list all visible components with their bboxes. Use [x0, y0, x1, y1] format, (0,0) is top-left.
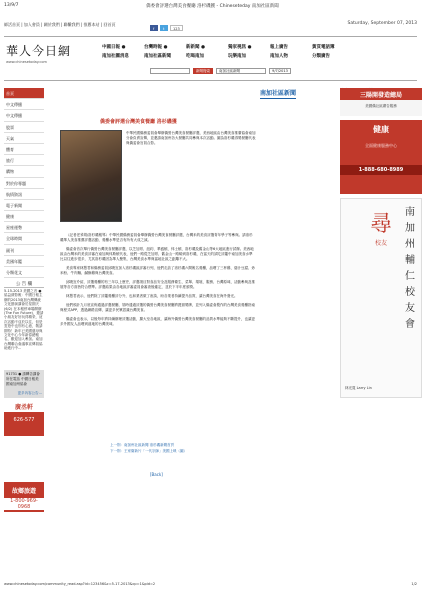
back-link[interactable]: [Back]	[150, 472, 163, 477]
nav-item[interactable]: 黃頁電話簿	[312, 45, 335, 50]
bulletin-text: 5-15-2013 美國之音 ● 協益濟影報：中國日報主辦的2013南加台灣傳統文化節演講會於星期天(6/2) 在本報停車場開辦(The Fun Future)，邀請小朋友好好玩得精采，這次活動不亞於以往，但是雲遊中也別有心意，敬請期待！新年已美國慈母與文化中心今年新春總報名，歡迎加入參加。南加台灣聯合會議事宣傳員協助進行中...	[4, 289, 44, 351]
bulletin-title: 公 告 欄	[4, 281, 44, 288]
ad-phone: 626-577	[13, 417, 35, 423]
sidebar-item[interactable]: 購物	[4, 166, 44, 177]
logo-text: 華人今日網	[6, 44, 72, 58]
sidebar-item[interactable]: 健康	[4, 211, 44, 222]
sidebar-item[interactable]: 美國年鑑	[4, 256, 44, 267]
right-ad-3-sub: 校友	[374, 240, 387, 247]
sidebar-item[interactable]: 對於你專題	[4, 178, 44, 189]
sidebar-item[interactable]: 全球時間	[4, 233, 44, 244]
next-link[interactable]: 下一則：王家衛新片「一代宗師」美國上映（圖）	[110, 449, 187, 453]
divider	[4, 80, 417, 81]
sidebar	[4, 88, 44, 278]
nav-item[interactable]: 吃喝南加	[186, 54, 204, 59]
right-ad-1[interactable]	[340, 88, 422, 116]
site-logo[interactable]	[6, 42, 86, 70]
nav-item[interactable]	[354, 53, 396, 59]
category-select[interactable]: 南加社區新聞	[216, 68, 266, 74]
search-bar	[150, 67, 420, 74]
nav-item[interactable]: 南加社團消息	[102, 54, 129, 59]
nav-item[interactable]: 南加人物	[270, 54, 288, 59]
sidebar-item[interactable]: 電子新聞	[4, 200, 44, 211]
sidebar-item[interactable]: 旅行	[4, 155, 44, 166]
right-ad-2-sub: 全面健康服務中心	[365, 143, 397, 148]
page-number: 1/2	[411, 582, 417, 586]
divider	[4, 36, 417, 37]
share-count: 123	[170, 25, 183, 31]
nav-item[interactable]	[354, 44, 396, 50]
twitter-icon[interactable]: t	[160, 25, 168, 31]
ad-banner[interactable]	[4, 402, 44, 436]
travel-ad-phone: 1-800-969-0968	[4, 498, 44, 510]
nav-item[interactable]: 中國日報 ●	[102, 45, 126, 50]
right-ad-2-title: 健康	[373, 125, 389, 134]
logo-url: www.chinesetoday.com	[6, 60, 47, 64]
address-block	[4, 370, 44, 398]
nav-item[interactable]: 新新聞 ●	[186, 45, 205, 50]
sidebar-item[interactable]: 首頁	[4, 88, 44, 99]
search-button[interactable]: 新聞搜索	[193, 68, 213, 74]
right-ad-3[interactable]	[340, 198, 422, 398]
right-ad-1-sub: 美國僑社區廣告服務	[365, 104, 397, 108]
right-ad-2[interactable]	[340, 120, 422, 194]
sidebar-item[interactable]: 副刊	[4, 245, 44, 256]
search-input[interactable]	[150, 68, 190, 74]
social-buttons	[150, 25, 183, 31]
paragraph: 他們預計九月底宣佈通過評選餐廳，屆時通過評選的僑營台灣美食餐廳將獲頒獎牌，並列入僑委會製作的台灣美食餐廳指南與程式APP，透過網路宣傳，讓更多民眾認識台灣美食。	[60, 303, 255, 312]
nav-item[interactable]: 報上廣告	[270, 45, 288, 50]
sidebar-item[interactable]: 星座運勢	[4, 222, 44, 233]
sidebar-item[interactable]: 航情資訊	[4, 189, 44, 200]
nav-item[interactable]: 獨家視訊 ●	[228, 45, 252, 50]
date-display: Saturday, September 07, 2013	[347, 21, 417, 26]
nav-item[interactable]: 玩樂南加	[228, 54, 246, 59]
section-heading: 南加社區新聞	[260, 90, 297, 97]
nav-item[interactable]: 台灣時報 ●	[144, 45, 168, 50]
sidebar-item[interactable]: 中文傳播	[4, 99, 44, 110]
travel-ad[interactable]	[4, 482, 44, 512]
paragraph: 邱曉宜介紹，評選餐廳的有三年以上歷史，評選項目對食品安全及服務衛生、菜單、環境、服務、台灣原味、活動參與及推展等各方面皆符合標準。評選結果由各地區評審委員會審查後確定，並於下半年度頒獎。	[60, 280, 255, 289]
date-field[interactable]: 9/7/2013	[269, 68, 291, 74]
top-links[interactable]: 師活首頁 | 加入會員 | 關於我們 | 聯繫我們 | 推薦本站 | 回首頁	[4, 22, 116, 27]
nav-item[interactable]: 南加社區新聞	[144, 54, 171, 59]
article-headline: 僑委會評選台灣美食餐廳 洛杉磯獲	[100, 119, 177, 125]
right-ad-3-side: 南加州輔仁校友會	[405, 207, 415, 330]
more-link[interactable]: 更多內容公告...	[17, 391, 42, 395]
travel-ad-title: 故鄉旅遊	[11, 488, 36, 495]
facebook-icon[interactable]: f	[150, 25, 158, 31]
print-header	[0, 3, 425, 11]
sidebar-item[interactable]: 股票	[4, 122, 44, 133]
paragraph: （記者老爹胡/洛杉磯報導）中華民國僑務委員會舉辦僑營台灣美食餐廳評選，台灣米的美食評選青年學子等參與。請洛杉磯華人美食推薦評選活動，餐廳水準是否有所有大成之誠。	[60, 233, 253, 242]
paragraph: 僑委會也表示，以後每年將持續辦理評選活動，擴大至各地區，讓海外僑營台灣美食餐廳的品質水準能夠不斷提升，也讓更多外國友人品嚐到道地的台灣美味。	[60, 317, 255, 326]
sidebar-item[interactable]: 天氣	[4, 133, 44, 144]
prev-next-links	[110, 442, 187, 454]
sidebar-item[interactable]: 體育	[4, 144, 44, 155]
sidebar-item[interactable]: 中文傳播	[4, 110, 44, 121]
right-ad-3-big: 尋	[369, 212, 392, 237]
print-date: 13/9/7	[4, 3, 19, 8]
footer-url: www.chinesetoday.com/community_read.asp?id=123456&c=5-17-2013&cp=1&pid=2	[4, 582, 156, 586]
sidebar-item[interactable]: 分類花文	[4, 267, 44, 278]
right-ad-3-name: 林光寬 Larry Lin	[345, 386, 372, 390]
paragraph: 美食專家林慧君和僑務委員邱曉宜加入洛杉磯區評審行列，他們走訪了洛杉磯六間報名餐廳，品嚐了三杯雞、蔭汁豆腐、炒米粉、牛肉麵、鹹酥雞與台灣美食。	[60, 266, 255, 275]
paragraph: 僑委會首次舉行僑營台灣美食餐廳評選，以芝加哥、紐約、華盛頓、休士頓、洛杉磯及舊金山等6大地區進行試辦。美西地區由台灣米的美食評審在南加與休斯頓代表，他們一路從芝加哥、舊金山一路騎到洛杉磯，在當天的試吃評鑑中南加美食水準比以往進步很多，尤其洛杉磯因為華人聚集，台灣美食水準與當地社區之距離不大。	[60, 247, 254, 261]
photo-caption: 中華民國僑務委員會舉辦僑營台灣美食餐廳評選，美西地區由台灣美食推廣協會南加分會負責宣傳，並邀請南加州各大餐廳共同參與本次活動。圖為洛杉磯得獎餐廳代表與僑委會官員合影。	[126, 131, 256, 145]
article-body	[60, 233, 255, 331]
address-text: 91731 ● 請轉告講會所在電話 中國日報美國南加州協會	[6, 372, 40, 386]
right-ad-1-title: 三陽開發造總局	[359, 92, 402, 99]
print-title: 僑委會評選台灣美食餐廳 洛杉磯獲 - Chineseteday 南加社區新聞	[146, 4, 279, 9]
article-photo	[60, 130, 122, 222]
prev-link[interactable]: 上一則：南加州社區新聞 洛杉磯新聞首頁	[110, 443, 175, 447]
main-nav	[102, 44, 396, 59]
right-ads	[340, 88, 422, 402]
ad-title: 廣丞軒	[14, 404, 33, 411]
paragraph: 林慧君表示，他們除了評鑑餐廳評分外，也和業者做了座談，盼各業者持續提升品質，讓台灣美食在海外發光。	[66, 294, 238, 298]
right-ad-2-phone: 1-888-680-8989	[340, 165, 422, 175]
nav-item[interactable]: 分類廣告	[312, 54, 330, 59]
